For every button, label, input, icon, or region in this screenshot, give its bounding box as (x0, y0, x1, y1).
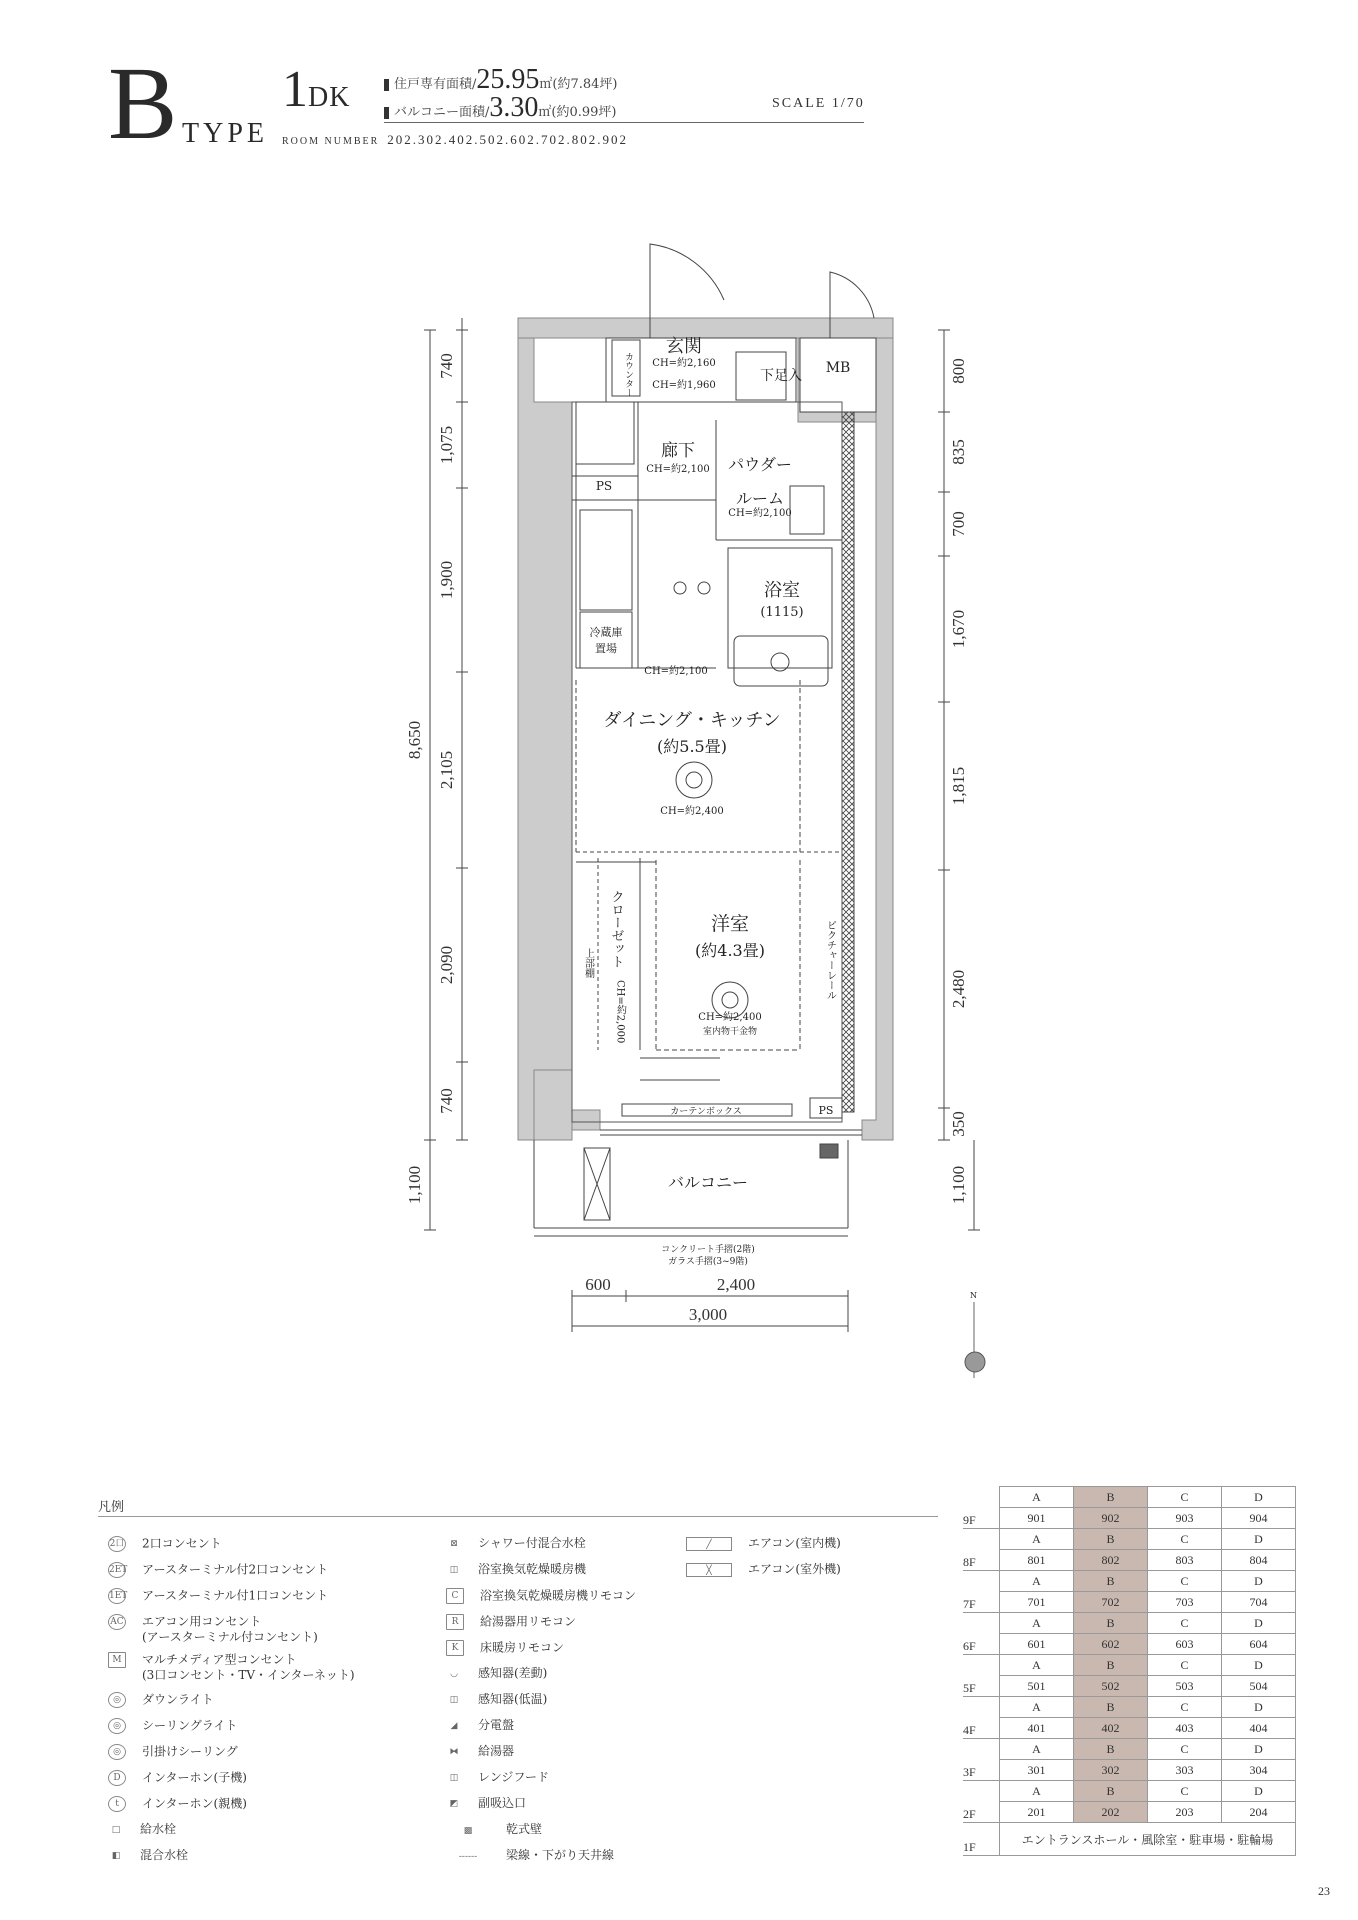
legend-label: エアコン(室内機) (748, 1536, 841, 1550)
room-number-cell: 503 (1148, 1676, 1222, 1697)
top-wall (518, 318, 893, 338)
unit-type-cell: D (1222, 1529, 1296, 1550)
washbasin (790, 486, 824, 534)
floor-label: 6F (963, 1613, 1000, 1655)
corridor-label: 廊下 (661, 441, 695, 461)
unit-type-cell: A (1000, 1487, 1074, 1508)
room-number-cell: 804 (1222, 1550, 1296, 1571)
legend-label: シーリングライト (142, 1718, 238, 1733)
legend-item (446, 1588, 636, 1614)
bath-dryer-icon: ◫ (449, 1564, 459, 1575)
unit-type-cell: B (1074, 1529, 1148, 1550)
legend-item (686, 1562, 841, 1588)
mixing-faucet-icon: ◧ (111, 1850, 121, 1861)
legend-label: マルチメディア型コンセント (142, 1652, 297, 1667)
legend-item (108, 1562, 355, 1588)
balcony-label: バルコニー面積/ (394, 105, 490, 120)
right-wall (862, 338, 893, 1140)
powder-label-2: ルーム (735, 489, 785, 508)
room-number-label: ROOM NUMBER (282, 136, 380, 147)
legend-label-2: (3口コンセント・TV・インターネット) (142, 1668, 355, 1682)
fridge-label-2: 置場 (595, 642, 617, 655)
type-word: TYPE (182, 118, 268, 149)
multimedia-outlet-icon: M (108, 1652, 126, 1668)
hook-ceiling-icon: ◎ (108, 1744, 126, 1760)
floor-room-row (963, 1550, 1296, 1571)
legend-label: 引掛けシーリング (142, 1744, 238, 1759)
legend-label: 2口コンセント (142, 1536, 222, 1551)
legend-item (446, 1718, 636, 1744)
room-number-cell: 902 (1074, 1508, 1148, 1529)
water-heater-icon (820, 1144, 838, 1158)
floor-label: 4F (963, 1697, 1000, 1739)
unit-type-cell: D (1222, 1697, 1296, 1718)
legend-item (108, 1770, 355, 1796)
legend-item (446, 1796, 636, 1822)
storage-box (576, 402, 634, 464)
yoshitsu-size: (約4.3畳) (695, 941, 765, 960)
legend-item (446, 1770, 636, 1796)
intake-icon: ◩ (449, 1798, 459, 1809)
dk-label: ダイニング・キッチン (603, 710, 781, 731)
dim-bottom-0: 600 (585, 1275, 611, 1294)
outlet-earth-icon: 2ET (108, 1562, 126, 1578)
floor-header-row (963, 1655, 1296, 1676)
dim-right-6: 350 (949, 1111, 968, 1137)
area-label: 住戸専有面積/ (394, 77, 477, 92)
legend-item (446, 1666, 636, 1692)
unit-type-cell: D (1222, 1487, 1296, 1508)
area-value: 25.95 (476, 64, 540, 95)
room-number-cell: 802 (1074, 1550, 1148, 1571)
unit-type-cell: A (1000, 1697, 1074, 1718)
legend-item (446, 1692, 636, 1718)
legend-item (686, 1536, 841, 1562)
fridge-ch: CH=約2,100 (644, 666, 708, 677)
unit-type-cell: C (1148, 1529, 1222, 1550)
fridge-label: 冷蔵庫 (589, 626, 623, 639)
unit-type-cell: C (1148, 1655, 1222, 1676)
counter-label: カウンター (623, 352, 633, 397)
legend-label: インターホン(親機) (142, 1796, 247, 1811)
legend-label: 感知器(差動) (478, 1666, 548, 1680)
legend-divider (98, 1516, 938, 1517)
dim-bottom-1: 2,400 (716, 1275, 756, 1294)
floor-label: 3F (963, 1739, 1000, 1781)
legend-col-1 (108, 1536, 355, 1874)
kitchen-counter (580, 510, 632, 610)
unit-type-cell: B (1074, 1781, 1148, 1802)
handrail-label-1: コンクリート手摺(2階) (661, 1245, 755, 1255)
compass-icon (965, 1352, 985, 1372)
room-number-cell: 803 (1148, 1550, 1222, 1571)
unit-type-cell: D (1222, 1613, 1296, 1634)
legend-item (108, 1652, 355, 1692)
heater-remote-icon: R (446, 1614, 464, 1630)
dim-left-total: 8,650 (405, 720, 424, 760)
unit-type-cell: D (1222, 1739, 1296, 1760)
legend-item (108, 1614, 355, 1652)
unit-type-cell: A (1000, 1739, 1074, 1760)
legend-label: 浴室換気乾燥暖房機リモコン (480, 1588, 637, 1603)
unit-type-cell: C (1148, 1487, 1222, 1508)
mb-wall (798, 338, 876, 422)
room-number-cell: 901 (1000, 1508, 1074, 1529)
dim-left-1: 1,075 (437, 425, 456, 465)
legend-item (108, 1718, 355, 1744)
unit-type-cell: A (1000, 1571, 1074, 1592)
unit-type-cell: C (1148, 1739, 1222, 1760)
room-number-cell: 303 (1148, 1760, 1222, 1781)
legend-item (446, 1614, 636, 1640)
room-number-cell: 701 (1000, 1592, 1074, 1613)
ac-outdoor-icon: ╳ (686, 1563, 732, 1577)
dry-wall-icon: ▩ (463, 1825, 473, 1836)
room-number-cell: 302 (1074, 1760, 1148, 1781)
floor-room-row (963, 1592, 1296, 1613)
room-number-cell: 702 (1074, 1592, 1148, 1613)
unit-type-cell: A (1000, 1613, 1074, 1634)
legend-label: 混合水栓 (140, 1848, 189, 1862)
room-number-cell: 202 (1074, 1802, 1148, 1823)
floor-label: 2F (963, 1781, 1000, 1823)
legend-label: 感知器(低温) (478, 1692, 548, 1706)
ac-indoor-icon: ╱ (686, 1537, 732, 1551)
north-label: N (970, 1291, 977, 1300)
ceiling-light-icon: ◎ (108, 1718, 126, 1734)
legend-item (446, 1640, 636, 1666)
floor-room-row (963, 1676, 1296, 1697)
floor-label: 5F (963, 1655, 1000, 1697)
floor-room-row (963, 1718, 1296, 1739)
unit-type-cell: D (1222, 1781, 1296, 1802)
dim-right-2: 700 (949, 511, 968, 537)
legend-item (446, 1562, 636, 1588)
floor-header-row (963, 1613, 1296, 1634)
room-number-cell: 301 (1000, 1760, 1074, 1781)
floor-label: 7F (963, 1571, 1000, 1613)
floor-room-row (963, 1634, 1296, 1655)
legend-item (446, 1822, 636, 1848)
genkan-ch2: CH=約1,960 (652, 380, 716, 391)
water-heater-icon: ⧓ (449, 1746, 459, 1757)
legend-item (446, 1848, 636, 1874)
floor-label: 1F (963, 1823, 1000, 1856)
corridor-ch: CH=約2,100 (646, 464, 710, 475)
balcony-unit: ㎡ (538, 105, 552, 120)
unit-type-cell: C (1148, 1571, 1222, 1592)
dim-right-3: 1,670 (949, 609, 968, 649)
room-number-cell: 703 (1148, 1592, 1222, 1613)
dk-ch: CH=約2,400 (660, 806, 724, 817)
outlet-earth1-icon: 1ET (108, 1588, 126, 1604)
unit-type-cell: B (1074, 1655, 1148, 1676)
left-wall (518, 338, 600, 1140)
dim-right-1: 835 (949, 439, 968, 465)
room-number-cell: 904 (1222, 1508, 1296, 1529)
legend-label: アースターミナル付2口コンセント (142, 1562, 329, 1577)
room-number-cell: 402 (1074, 1718, 1148, 1739)
bath-label: 浴室 (764, 580, 800, 601)
floor-room-row (963, 1802, 1296, 1823)
shoes-label: 下足入 (760, 368, 802, 384)
floor-header-row (963, 1697, 1296, 1718)
area-tsubo: (約7.84坪) (552, 77, 618, 92)
shower-faucet-icon: ⊠ (450, 1538, 458, 1549)
upper-shelf-label: 上部棚 (582, 948, 594, 978)
layout-suffix: DK (308, 82, 351, 113)
ps-top-label: PS (595, 479, 613, 493)
room-number-cell: 604 (1222, 1634, 1296, 1655)
unit-type-cell: D (1222, 1571, 1296, 1592)
dk-size: (約5.5畳) (657, 737, 727, 756)
dim-left-4: 2,090 (437, 945, 456, 985)
legend-item (446, 1744, 636, 1770)
unit-type-cell: C (1148, 1697, 1222, 1718)
handrail-label-2: ガラス手摺(3~9階) (668, 1257, 748, 1267)
dim-right-0: 800 (949, 358, 968, 384)
room-number-cell: 601 (1000, 1634, 1074, 1655)
picture-rail-label: ピクチャーレール (824, 920, 836, 1000)
dim-left-5: 740 (437, 1088, 456, 1114)
range-hood-icon: ◫ (449, 1772, 459, 1783)
room-number-cell: 602 (1074, 1634, 1148, 1655)
bath-remote-icon: C (446, 1588, 464, 1604)
bathtub (734, 636, 828, 686)
room-number-cell: 201 (1000, 1802, 1074, 1823)
balcony-value: 3.30 (489, 92, 539, 123)
legend-label: エアコン用コンセント (142, 1614, 262, 1629)
page-number: 23 (1318, 1884, 1330, 1898)
legend-label: 給水栓 (140, 1822, 177, 1836)
legend-item (108, 1536, 355, 1562)
dk-ceiling-light (676, 762, 712, 798)
genkan-ch1: CH=約2,160 (652, 358, 716, 369)
type-letter: B (108, 46, 178, 161)
unit-type-cell: B (1074, 1571, 1148, 1592)
legend-label: レンジフード (478, 1770, 550, 1784)
ac-outlet-icon: AC (108, 1614, 126, 1630)
powder-label: パウダー (728, 455, 792, 474)
floor-heating-remote-icon: K (446, 1640, 464, 1656)
floor-table (963, 1486, 1296, 1856)
dim-left-2: 1,900 (437, 560, 456, 600)
room-number-cell: 304 (1222, 1760, 1296, 1781)
unit-type-cell: C (1148, 1613, 1222, 1634)
unit-type-cell: B (1074, 1697, 1148, 1718)
closet-ch: CH=約2,000 (614, 980, 626, 1044)
unit-type-cell: A (1000, 1781, 1074, 1802)
legend-label: 梁線・下がり天井線 (506, 1848, 615, 1862)
dim-right-5: 2,480 (949, 969, 968, 1009)
legend-item (446, 1536, 636, 1562)
powder-ch: CH=約2,100 (728, 508, 792, 519)
legend-label: 副吸込口 (478, 1796, 527, 1810)
area-unit: ㎡ (539, 77, 553, 92)
downlight-icon: ◎ (108, 1692, 126, 1708)
legend-label: 給湯器用リモコン (480, 1614, 577, 1629)
legend-label: シャワー付混合水栓 (478, 1536, 586, 1550)
floor-label: 8F (963, 1529, 1000, 1571)
floor-header-row (963, 1529, 1296, 1550)
dim-left-3: 2,105 (437, 750, 456, 790)
room-number-list: 202.302.402.502.602.702.802.902 (387, 132, 629, 147)
unit-type-cell: A (1000, 1655, 1074, 1676)
room-number-cell: 502 (1074, 1676, 1148, 1697)
floor-header-row (963, 1739, 1296, 1760)
detector-diff-icon: ◡ (450, 1668, 458, 1679)
legend-item (108, 1588, 355, 1614)
legend-item (108, 1822, 355, 1848)
room-number-cell: 704 (1222, 1592, 1296, 1613)
room-number-cell: 501 (1000, 1676, 1074, 1697)
floor-header-row (963, 1781, 1296, 1802)
room-number-cell: 603 (1148, 1634, 1222, 1655)
detector-low-icon: ◫ (449, 1694, 459, 1705)
legend-label: インターホン(子機) (142, 1770, 247, 1785)
dim-bottom-total: 3,000 (688, 1305, 728, 1324)
mb-label: MB (825, 360, 851, 376)
scale-label: SCALE 1/70 (772, 96, 865, 111)
yoshitsu-label: 洋室 (710, 913, 750, 935)
room-number-cell: 204 (1222, 1802, 1296, 1823)
yoshitsu-ch: CH=約2,400 (698, 1012, 762, 1023)
ground-floor-row (963, 1823, 1296, 1856)
room-number-cell: 401 (1000, 1718, 1074, 1739)
legend-col-2 (446, 1536, 636, 1874)
balcony-label: バルコニー (667, 1173, 749, 1192)
left-bottom-wall (534, 1070, 572, 1140)
room-number-cell: 403 (1148, 1718, 1222, 1739)
balcony-tsubo: (約0.99坪) (551, 105, 617, 120)
outlet-icon: 2口 (108, 1536, 126, 1552)
legend-label: 浴室換気乾燥暖房機 (478, 1562, 587, 1576)
unit-type-cell: B (1074, 1613, 1148, 1634)
room-number-cell: 903 (1148, 1508, 1222, 1529)
dry-wall (842, 412, 854, 1112)
unit-type-cell: A (1000, 1529, 1074, 1550)
legend-item (108, 1796, 355, 1822)
ps-bottom-label: PS (818, 1104, 834, 1117)
legend-label: 乾式壁 (506, 1822, 543, 1836)
floor-header-row (963, 1571, 1296, 1592)
legend-label: 給湯器 (478, 1744, 515, 1758)
drying-label: 室内物干金物 (702, 1027, 758, 1037)
bath-size: (1115) (760, 605, 804, 620)
legend-label: 分電盤 (478, 1718, 515, 1732)
floor-header-row (963, 1487, 1296, 1508)
legend-label: 床暖房リモコン (480, 1640, 565, 1655)
floor-label: 9F (963, 1487, 1000, 1529)
legend-item (108, 1848, 355, 1874)
room-number-cell: 404 (1222, 1718, 1296, 1739)
legend-label: ダウンライト (142, 1692, 214, 1707)
beam-line-icon: ------ (458, 1851, 478, 1862)
ground-floor-facilities: エントランスホール・風除室・駐車場・駐輪場 (1000, 1823, 1296, 1856)
floor-room-row (963, 1760, 1296, 1781)
layout-num: 1 (282, 61, 308, 118)
intercom-main-icon: t (108, 1796, 126, 1812)
dim-right-balcony: 1,100 (949, 1165, 968, 1205)
legend-title: 凡例 (98, 1500, 125, 1515)
intercom-sub-icon: D (108, 1770, 126, 1786)
legend-item (108, 1744, 355, 1770)
curtain-box-label: カーテンボックス (670, 1107, 742, 1117)
unit-type-cell: D (1222, 1655, 1296, 1676)
closet-label: クローゼット (608, 890, 624, 968)
legend-label: エアコン(室外機) (748, 1562, 841, 1576)
dim-left-0: 740 (437, 353, 456, 379)
room-number-cell: 504 (1222, 1676, 1296, 1697)
distribution-board-icon: ◢ (450, 1720, 458, 1731)
unit-type-cell: C (1148, 1781, 1222, 1802)
unit-type-cell: B (1074, 1487, 1148, 1508)
room-number-cell: 801 (1000, 1550, 1074, 1571)
dim-right-4: 1,815 (949, 766, 968, 806)
legend-label-2: (アースターミナル付コンセント) (142, 1630, 318, 1644)
room-number-cell: 203 (1148, 1802, 1222, 1823)
genkan-label: 玄関 (666, 336, 702, 357)
faucet-icon: □ (111, 1824, 121, 1835)
legend-col-3 (686, 1536, 841, 1588)
dim-left-balcony: 1,100 (405, 1165, 424, 1205)
unit-type-cell: B (1074, 1739, 1148, 1760)
floor-room-row (963, 1508, 1296, 1529)
legend-item (108, 1692, 355, 1718)
legend-label: アースターミナル付1口コンセント (142, 1588, 329, 1603)
fridge-box (580, 612, 632, 668)
